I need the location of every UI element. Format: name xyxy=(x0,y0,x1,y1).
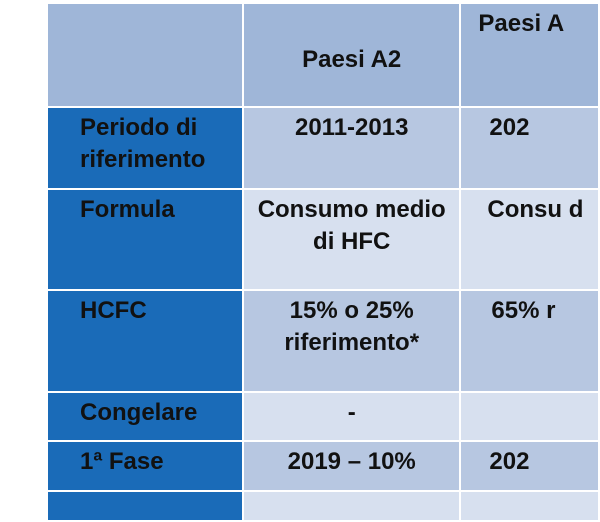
cell-a2-congelare: - xyxy=(243,392,460,441)
row-label-formula: Formula xyxy=(47,189,243,290)
cell-a2-periodo: 2011-2013 xyxy=(243,107,460,189)
table-row xyxy=(47,441,599,491)
row-label-periodo: Periodo di riferimento xyxy=(47,107,243,189)
table-row xyxy=(47,491,599,521)
table-row xyxy=(47,290,599,392)
corner-cell xyxy=(47,3,243,107)
row-label-cut xyxy=(47,491,243,521)
cell-a2-formula: Consumo medio di HFC xyxy=(243,189,460,290)
header-row xyxy=(47,3,599,107)
table-row xyxy=(47,189,599,290)
cell-a5-fase1: 202 xyxy=(460,441,599,491)
cell-a5-formula: Consu d xyxy=(460,189,599,290)
row-label-congelare: Congelare xyxy=(47,392,243,441)
header-paesi-a5: Paesi A xyxy=(460,3,599,107)
cell-a5-periodo: 202 xyxy=(460,107,599,189)
cell-a5-hcfc: 65% r xyxy=(460,290,599,392)
hfc-phasedown-table xyxy=(46,2,600,522)
cell-a2-fase1: 2019 – 10% xyxy=(243,441,460,491)
cell-a5-congelare xyxy=(460,392,599,441)
table-row xyxy=(47,392,599,441)
table-row xyxy=(47,107,599,189)
header-paesi-a2: Paesi A2 xyxy=(243,3,460,107)
cell-a5-cut xyxy=(460,491,599,521)
row-label-fase1: 1ª Fase xyxy=(47,441,243,491)
row-label-hcfc: HCFC xyxy=(47,290,243,392)
cell-a2-hcfc: 15% o 25% riferimento* xyxy=(243,290,460,392)
cell-a2-cut xyxy=(243,491,460,521)
